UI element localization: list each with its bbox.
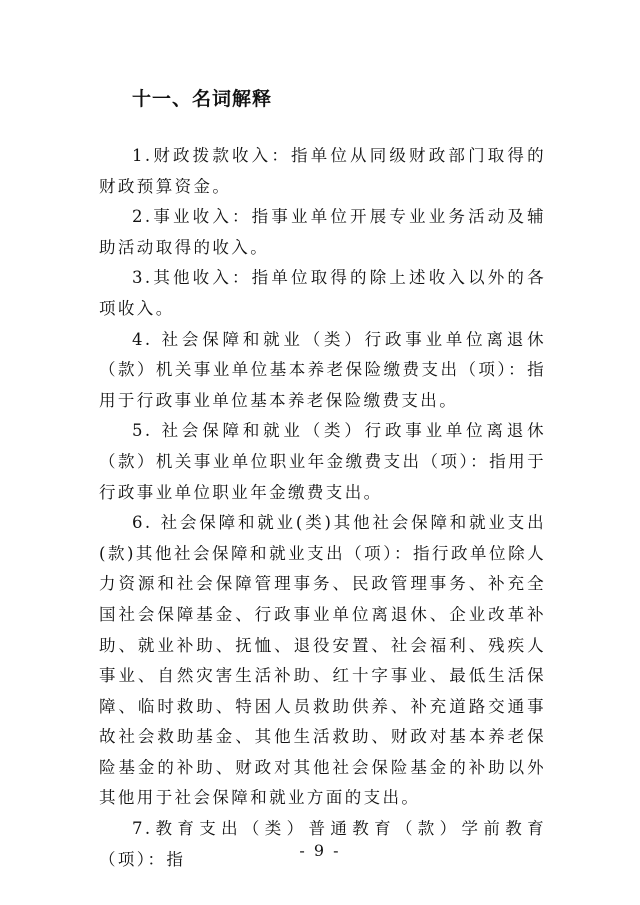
definition-item-7: 7.教育支出（类）普通教育（款）学前教育（项）：指 bbox=[99, 819, 546, 869]
definition-item-5: 5. 社会保障和就业（类）行政事业单位离退休（款）机关事业单位职业年金缴费支出（项）：指用于行政事业单位职业年金缴费支出。 bbox=[99, 421, 546, 502]
definition-item-3: 3.其他收入：指单位取得的除上述收入以外的各项收入。 bbox=[99, 268, 546, 318]
page-number: - 9 - bbox=[299, 841, 341, 860]
section-title: 十一、名词解释 bbox=[132, 88, 273, 110]
definition-item-6: 6. 社会保障和就业(类)其他社会保障和就业支出(款)其他社会保障和就业支出（项）：指行政单位除人力资源和社会保障管理事务、民政管理事务、补充全国社会保障基金、行政事业单位离退休、企业改革补助、就业补助、抚恤、退役安置、社会福利、残疾人事业、自然灾害生活补助、红十字事业、最低生活保障、临时救助、特困人员救助供养、补充道路交通事故社会救助基金、其他生活救助、财政对基本养老保险基金的补助、财政对其他社会保险基金的补助以外其他用于社会保障和就业方面的支出。 bbox=[99, 513, 546, 808]
definition-item-4: 4. 社会保障和就业（类）行政事业单位离退休（款）机关事业单位基本养老保险缴费支出（项）：指用于行政事业单位基本养老保险缴费支出。 bbox=[99, 329, 546, 410]
definition-item-2: 2.事业收入：指事业单位开展专业业务活动及辅助活动取得的收入。 bbox=[99, 207, 546, 257]
definitions-list bbox=[99, 141, 546, 875]
definition-item-1: 1.财政拨款收入：指单位从同级财政部门取得的财政预算资金。 bbox=[99, 146, 546, 196]
